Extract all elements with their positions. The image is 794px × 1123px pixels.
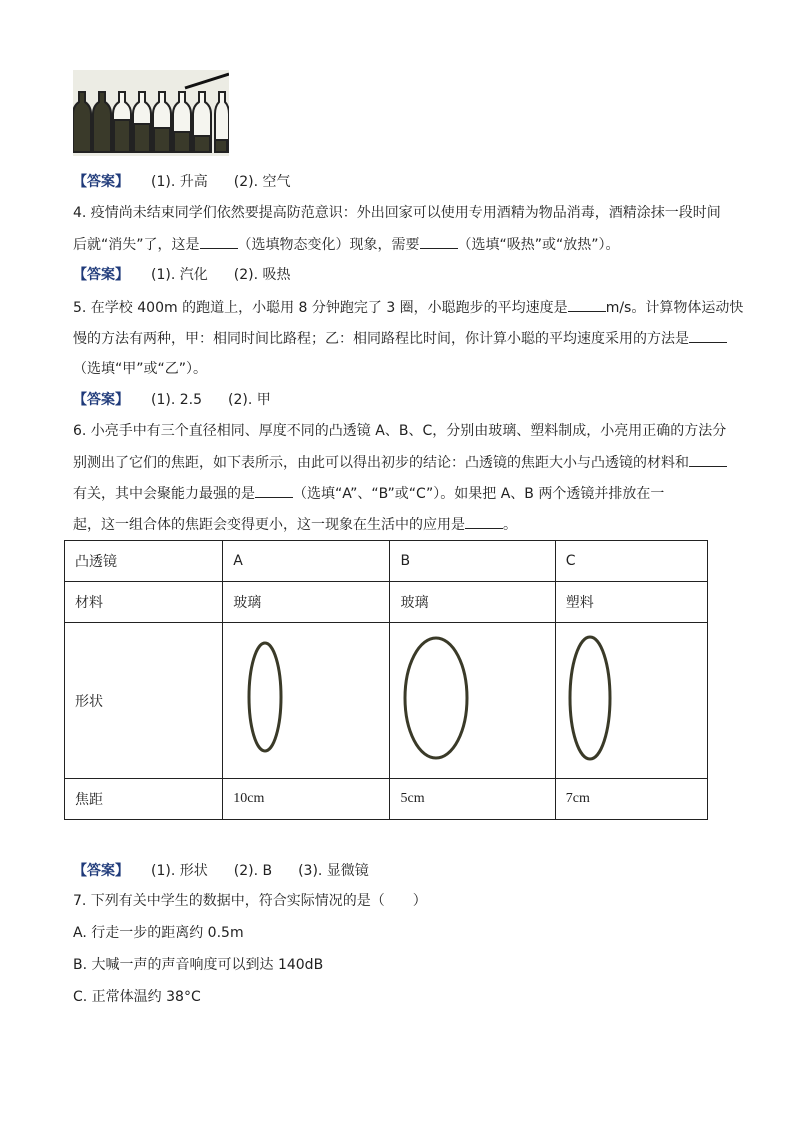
table-row (65, 623, 708, 779)
q5-line-3: （选填“甲”或“乙”）。 (73, 361, 208, 377)
table-row (65, 582, 708, 623)
answer-item-1: (1). 形状 (151, 863, 208, 879)
table-cell (390, 623, 555, 779)
table-cell: 10cm (223, 779, 390, 820)
bottles-figure (73, 70, 229, 156)
answer-item-1: (1). 2.5 (151, 392, 202, 408)
lens-table (64, 540, 708, 820)
answer-tag: 【答案】 (73, 863, 129, 879)
q5-text-a: 5. 在学校 400m 的跑道上，小聪用 8 分钟跑完了 3 圈，小聪跑步的平均速度是 (73, 300, 568, 316)
table-cell (223, 623, 390, 779)
q4-line-1: 4. 疫情尚未结束同学们依然要提高防范意识：外出回家可以使用专用酒精为物品消毒，酒精涂抹一段时间 (73, 205, 721, 221)
q6-text-b: 有关，其中会聚能力最强的是 (73, 486, 255, 502)
q5-text-c: 慢的方法有两种，甲：相同时间比路程；乙：相同路程比时间，你计算小聪的平均速度采用的方法是 (73, 331, 689, 347)
q6-text-a: 别测出了它们的焦距，如下表所示，由此可以得出初步的结论：凸透镜的焦距大小与凸透镜的材料和 (73, 455, 689, 471)
table-cell (555, 623, 707, 779)
table-cell: A (223, 541, 390, 582)
q6-line-3 (73, 483, 664, 504)
blank (255, 483, 293, 498)
q6-text-d: 起，这一组合体的焦距会变得更小，这一现象在生活中的应用是 (73, 517, 465, 533)
answer-item-1: (1). 汽化 (151, 267, 208, 283)
blank (465, 514, 503, 529)
q4-text-c: （选填“吸热”或“放热”）。 (457, 237, 620, 253)
answer-tag: 【答案】 (73, 267, 129, 283)
q5-text-b: m/s。计算物体运动快 (605, 300, 744, 316)
q3-answer (73, 172, 316, 192)
q7-stem: 7. 下列有关中学生的数据中，符合实际情况的是（ ） (73, 893, 427, 909)
blank (568, 297, 606, 312)
table-cell: 7cm (555, 779, 707, 820)
answer-item-3: (3). 显微镜 (298, 863, 369, 879)
q5-line-1 (73, 297, 743, 318)
table-row (65, 779, 708, 820)
table-cell: C (555, 541, 707, 582)
table-cell: B (390, 541, 555, 582)
answer-item-2: (2). 甲 (228, 392, 271, 408)
table-cell: 形状 (65, 623, 223, 779)
q5-answer (73, 390, 297, 410)
answer-item-1: (1). 升高 (151, 174, 208, 190)
q7-option-c: C. 正常体温约 38°C (73, 989, 201, 1005)
q6-line-2 (73, 452, 727, 473)
answer-item-2: (2). 吸热 (233, 267, 291, 283)
q4-line-2 (73, 234, 620, 255)
lens-b-image (400, 634, 480, 764)
q7-option-a: A. 行走一步的距离约 0.5m (73, 925, 244, 941)
table-cell: 材料 (65, 582, 223, 623)
table-cell: 凸透镜 (65, 541, 223, 582)
blank (689, 452, 727, 467)
q6-text-c: （选填“A”、“B”或“C”）。如果把 A、B 两个透镜并排放在一 (293, 486, 665, 502)
lens-c-image (566, 634, 626, 764)
table-cell: 焦距 (65, 779, 223, 820)
q4-text-a: 后就“消失”了，这是 (73, 237, 200, 253)
answer-tag: 【答案】 (73, 174, 129, 190)
table-cell: 5cm (390, 779, 555, 820)
blank (689, 328, 727, 343)
q6-line-1: 6. 小亮手中有三个直径相同、厚度不同的凸透镜 A、B、C，分别由玻璃、塑料制成，小亮用正确的方法分 (73, 423, 727, 439)
q6-line-4 (73, 514, 517, 535)
table-cell: 玻璃 (390, 582, 555, 623)
answer-item-2: (2). 空气 (233, 174, 291, 190)
table-cell: 塑料 (555, 582, 707, 623)
q6-text-e: 。 (503, 517, 517, 533)
answer-tag: 【答案】 (73, 392, 129, 408)
blank (420, 234, 458, 249)
answer-item-2: (2). B (233, 863, 273, 879)
table-cell: 玻璃 (223, 582, 390, 623)
q5-line-2 (73, 328, 727, 349)
lens-a-image (235, 639, 295, 759)
q4-text-b: （选填物态变化）现象，需要 (237, 237, 420, 253)
q6-answer (73, 861, 395, 881)
blank (200, 234, 238, 249)
q7-option-b: B. 大喊一声的声音响度可以到达 140dB (73, 957, 324, 973)
q4-answer (73, 265, 316, 285)
table-row (65, 541, 708, 582)
